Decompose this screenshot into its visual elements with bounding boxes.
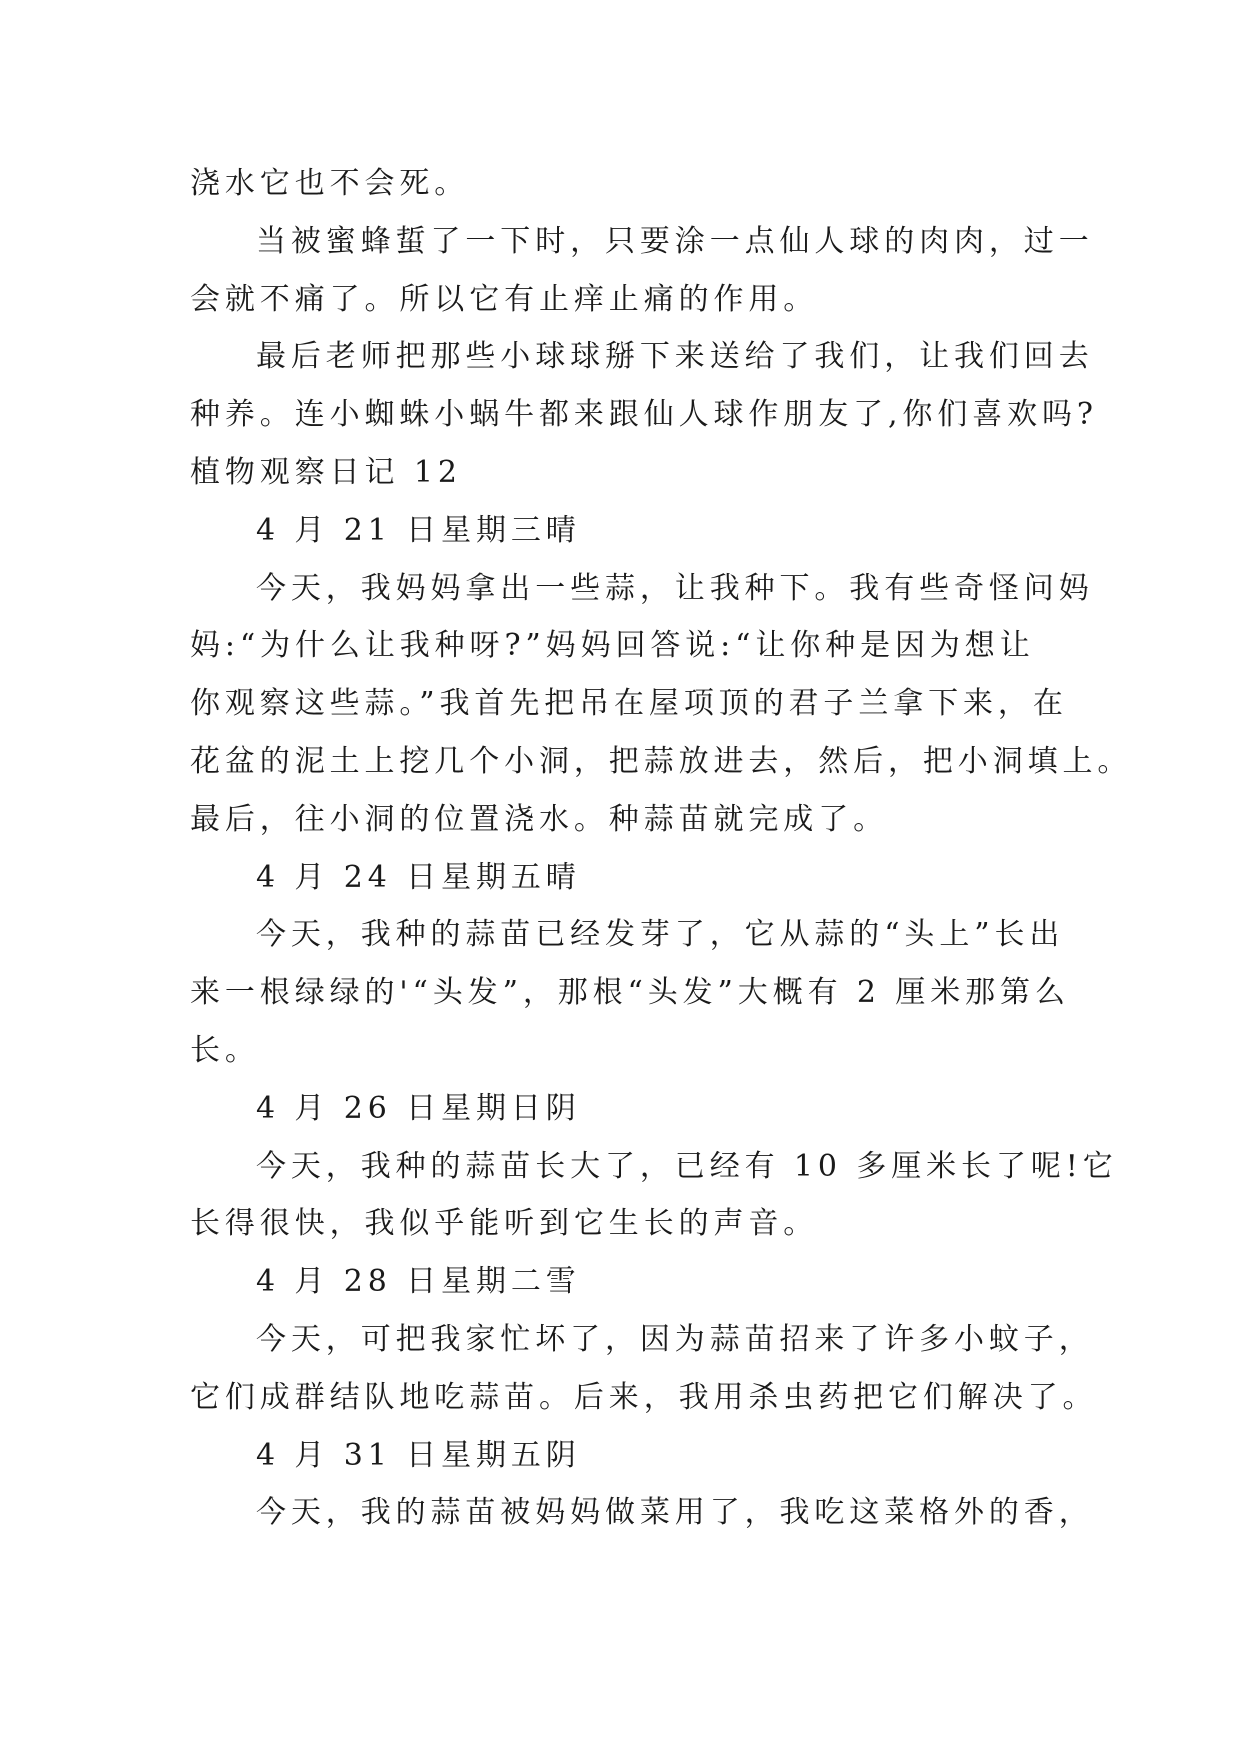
document-body [190, 155, 1133, 1542]
text-line: 长得很快，我似乎能听到它生长的声音。 [190, 1206, 819, 1242]
text-line: 今天，可把我家忙坏了，因为蒜苗招来了许多小蚊子， [256, 1321, 1094, 1357]
text-line: 长。 [190, 1032, 260, 1068]
text-line: 4 月 21 日星期三晴 [256, 512, 581, 548]
text-line: 今天，我的蒜苗被妈妈做菜用了，我吃这菜格外的香， [256, 1495, 1094, 1531]
text-line: 当被蜜蜂蜇了一下时，只要涂一点仙人球的肉肉，过一 [256, 223, 1094, 259]
text-line: 今天，我种的蒜苗已经发芽了，它从蒜的“头上”长出 [256, 917, 1065, 953]
text-line: 4 月 28 日星期二雪 [256, 1264, 581, 1300]
text-line: 4 月 24 日星期五晴 [256, 859, 581, 895]
text-line: 花盆的泥土上挖几个小洞，把蒜放进去，然后，把小洞填上。 [190, 743, 1133, 779]
text-line: 4 月 26 日星期日阴 [256, 1090, 581, 1126]
text-line: 种养。连小蜘蛛小蜗牛都来跟仙人球作朋友了,你们喜欢吗? [190, 397, 1098, 433]
text-line: 今天，我种的蒜苗长大了，已经有 10 多厘米长了呢!它 [256, 1148, 1118, 1184]
text-line: 妈:“为什么让我种呀?”妈妈回答说:“让你种是因为想让 [190, 628, 1035, 664]
text-line: 浇水它也不会死。 [190, 166, 470, 201]
text-line: 你观察这些蒜。”我首先把吊在屋项顶的君子兰拿下来，在 [190, 686, 1068, 722]
text-line: 来一根绿绿的'“头发”，那根“头发”大概有 2 厘米那第么 [190, 975, 1070, 1011]
text-line: 植物观察日记 12 [190, 454, 462, 490]
text-line: 最后，往小洞的位置浇水。种蒜苗就完成了。 [190, 801, 888, 837]
text-line: 今天，我妈妈拿出一些蒜，让我种下。我有些奇怪问妈 [256, 570, 1094, 606]
text-line: 会就不痛了。所以它有止痒止痛的作用。 [190, 281, 819, 317]
text-line: 它们成群结队地吃蒜苗。后来，我用杀虫药把它们解决了。 [190, 1379, 1098, 1415]
document-page [190, 155, 1133, 1542]
text-line: 最后老师把那些小球球掰下来送给了我们，让我们回去 [256, 339, 1094, 375]
text-line: 4 月 31 日星期五阴 [256, 1437, 581, 1473]
